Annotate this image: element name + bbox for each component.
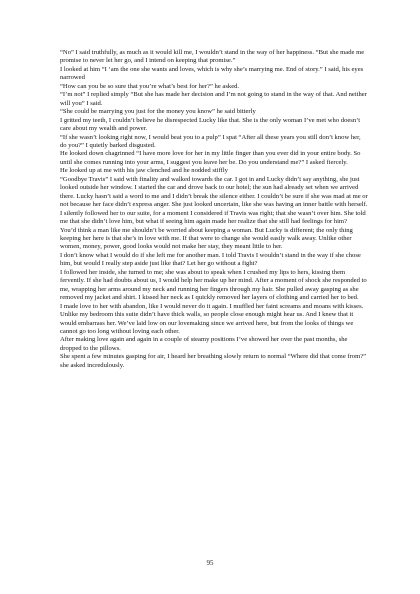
paragraph: “No” I said truthfully, as much as it would kill me, I wouldn’t stand in the way of her happiness. “But she made me promise to never let her go, and I intend on keeping that promise.” <box>60 49 365 65</box>
paragraph: You’d think a man like me shouldn’t be worried about keeping a woman. But Lucky is different; the only thing keeping her here is that she’s in love with me. If that were to change she would easily walk away. Unlike other women, money, power, good looks would not make her stay, they meant little to her. <box>60 226 353 251</box>
body-text <box>60 49 368 370</box>
paragraph: “If she wasn’t looking right now, I would beat you to a pulp” I spat “After all these years you still don’t know her, do you?” I quietly barked disgusted. <box>60 133 361 149</box>
paragraph: He looked down chagrinned “I have more love for her in my little finger than you ever did in your entire body. So until she comes running into your arms, I suggest you leave her be. Do you understand me?” I asked fiercely. <box>60 150 361 166</box>
paragraph: I followed her inside, she turned to me; she was about to speak when I crushed my lips to hers, kissing them fervently. If she had doubts about us, I would help her make up her mind. After a moment of shock she responded to me, wrapping her arms around my neck and running her fingers through my hair. She pulled away gasping as she removed my jacket and shirt. I kissed her neck as I quickly removed her layers of clothing and carried her to bed. <box>60 268 367 302</box>
paragraph: I gritted my teeth, I couldn’t believe he disrespected Lucky like that. She is the only woman I’ve met who doesn’t care about my wealth and power. <box>60 116 361 133</box>
paragraph: He looked up at me with his jaw clenched and he nodded stiffly <box>60 167 228 175</box>
paragraph: I don’t know what I would do if she left me for another man. I told Travis I wouldn’t stand in the way if she chose him, but would I really step aside just like that? Let her go without a fight? <box>60 251 361 268</box>
paragraph: I silently followed her to our suite, for a moment I considered if Travis was right; that she wasn’t over him. She told me that she didn’t love him, but what if seeing him again made her realize that she still had feelings for him? <box>60 209 366 226</box>
paragraph: “She could be marrying you just for the money you know” he said bitterly <box>60 108 256 116</box>
paragraph: She spent a few minutes gasping for air, I heard her breathing slowly return to normal “Where did that come from?” she asked incredulously. <box>60 353 367 369</box>
paragraph: After making love again and again in a couple of steamy positions I’ve showed her over the past months, she dropped to the pillows. <box>60 336 348 352</box>
paragraph: “I’m not” I replied simply “But she has made her decision and I’m not going to stand in the way of that. And neither will you” I said. <box>60 91 367 107</box>
paragraph: “How can you be so sure that you’re what’s best for her?” he asked. <box>60 82 240 90</box>
paragraph: I looked at him “I ‘am the one she wants and loves, which is why she’s marrying me. End of story.” I said, his eyes narrowed <box>60 65 364 82</box>
paragraph: “Goodbye Travis” I said with finality and walked towards the car. I got in and Lucky didn’t say anything, she just looked outside her window. I started the car and drove back to our hotel; the sun had already set when we arrived there. Lucky hasn’t said a word to me and I didn’t break the silence either. I couldn’t be sure if she was mad at me or not because her face didn’t express anger. She just looked uncertain, like she was having an inner battle with herself. <box>60 175 368 209</box>
paragraph: I made love to her with abandon, like I would never do it again. I muffled her faint screams and moans with kisses. Unlike my bedroom this suite didn’t have thick walls, so people close enough might hear us. And I knew that it would embarrass her. We’ve laid low on our lovemaking since we arrived here, but from the looks of things we cannot go too long without loving each other. <box>60 302 364 335</box>
page-number: 95 <box>206 559 214 567</box>
